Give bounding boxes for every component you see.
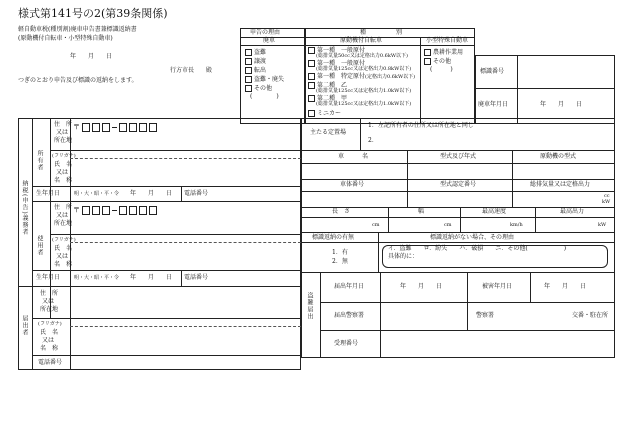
theft-date-value[interactable]: 年 月 日 [400,283,443,290]
max-output-label: 最高出力 [560,208,585,215]
storage-option-2[interactable]: 2． [368,137,378,144]
kmh-unit: km/h [510,222,523,228]
type-moped-item[interactable]: 第一種 一般原付 [308,47,365,54]
reason-item[interactable]: その他 [245,85,272,92]
plate-return-yes[interactable]: 1．有 [332,249,348,256]
checkbox-icon[interactable] [308,95,315,102]
scrap-date-value[interactable]: 年 月 日 [540,101,583,108]
engine-model-label: 原動機の型式 [540,153,577,160]
applicant-name-label: 又は [42,337,55,344]
form-title: 軽自動車税(種別割)廃車申告書兼標識返納書 [18,26,137,33]
checkbox-icon[interactable] [308,110,315,117]
type-title: 種 別 [360,29,403,36]
cm-unit: cm [372,222,380,228]
type-moped-item[interactable]: 第二種 甲 [308,95,347,102]
police-station[interactable]: 警察署 [476,312,495,319]
checkbox-icon[interactable] [308,73,315,80]
owner-birth-label: 生年月日 [36,190,61,197]
postal-mark: 〒 [73,206,80,214]
type-note: (総排気量125cc又は定格出力1.0kW以下) [316,88,412,94]
owner-birth-date[interactable]: 年 月 日 [130,190,173,197]
user-phone-label: 電話番号 [184,274,209,281]
checkbox-icon[interactable] [308,82,315,89]
max-speed-label: 最高速度 [482,208,507,215]
checkbox-icon[interactable] [424,49,431,56]
type-moped-item[interactable]: 第一種 特定原付(定格出力0.6kW以下) [308,73,415,80]
kw-unit: kW [598,222,607,228]
type-moped-item[interactable]: ミニカー [308,110,341,117]
owner-side-label: 所有者 [36,150,43,171]
postal-digit-box[interactable] [119,206,127,215]
owner-address-label: 所在地 [54,137,73,144]
reason-item[interactable]: 転出 [245,67,266,74]
postal-digit-box[interactable] [102,123,110,132]
user-birth-eras[interactable]: 明・大・昭・平・令 [74,275,120,281]
damage-date-label: 被害年月日 [482,283,513,290]
owner-name-label: 名 称 [54,177,73,184]
plate-no-label: 標識番号 [480,68,505,75]
owner-name-label: 又は [56,169,69,176]
submit-date[interactable]: 年 月 日 [70,53,113,60]
plate-return-detail[interactable]: 具体的に： [388,253,419,260]
owner-birth-eras[interactable]: 明・大・昭・平・令 [74,191,120,197]
body-no-label: 車体番号 [340,181,365,188]
user-side-label: 使用者 [36,235,43,256]
checkbox-icon[interactable] [245,58,252,65]
type-small-item[interactable]: その他 [424,58,451,65]
checkbox-icon[interactable] [245,76,252,83]
plate-return-no[interactable]: 2．無 [332,258,348,265]
applicant-phone-label: 電話番号 [38,359,63,366]
plate-box [475,55,615,124]
checkbox-icon[interactable] [245,49,252,56]
storage-option-1[interactable]: 1．左記所有者の住所又は所在地と同じ [368,122,474,129]
owner-phone-label: 電話番号 [184,190,209,197]
postal-digit-box[interactable] [129,206,137,215]
type-small-header: 小型特殊自動車 [426,37,469,44]
applicant-address-label: 住 所 [40,290,59,297]
postal-digit-box[interactable] [139,206,147,215]
checkbox-icon[interactable] [424,58,431,65]
reason-sub: 廃車 [263,37,276,44]
postal-digit-box[interactable] [149,123,157,132]
user-name-label: 又は [56,253,69,260]
plate-return-label: 標識返納の有無 [312,234,355,241]
kw-unit: kW [602,199,611,205]
reason-item[interactable]: 盗難 [245,49,266,56]
form-number: 様式第141号の2(第39条関係) [18,7,168,20]
checkbox-icon[interactable] [245,85,252,92]
plate-return-reason-label: 標識返納がない場合、その理由 [430,234,515,241]
type-note: (総排気量50cc又は定格出力0.6kW以下) [316,53,408,59]
postal-digit-box[interactable] [82,206,90,215]
postal-digit-box[interactable] [102,206,110,215]
length-label: 長 さ [332,208,351,215]
reason-title: 申告の理由 [250,29,281,36]
applicant-address-label: 又は [42,298,55,305]
type-cert-label: 型式認定番号 [440,181,477,188]
type-moped-header: 原動機付自転車 [340,37,383,44]
applicant-name-label: 氏 名 [40,329,59,336]
displacement-label: 総排気量又は定格出力 [530,181,591,188]
police-label: 届出警察署 [334,312,365,319]
user-birth-date[interactable]: 年 月 日 [130,274,173,281]
damage-date-value[interactable]: 年 月 日 [544,283,587,290]
postal-digit-box[interactable] [129,123,137,132]
postal-digit-box[interactable] [82,123,90,132]
owner-address-label: 住 所 [54,121,73,128]
reason-paren: ( ) [250,93,279,100]
postal-digit-box[interactable] [92,123,100,132]
cc-unit: cc [604,193,610,199]
plate-return-reasons[interactable]: イ．盗難 ロ．紛失 ハ．破損 ニ．その他( ) [388,245,567,252]
type-note: (総排気量125cc又は定格出力0.8kW以下) [316,66,412,72]
postal-digit-box[interactable] [119,123,127,132]
user-address-label: 住 所 [54,204,73,211]
owner-address-label: 又は [56,129,69,136]
user-name-label: 氏 名 [54,245,73,252]
owner-furigana-label: (フリガナ) [52,153,76,159]
type-note: (総排気量125cc又は定格出力1.0kW以下) [316,101,412,107]
koban-label: 交番・駐在所 [572,312,609,319]
acceptance-no-label: 受理番号 [334,340,359,347]
vehicle-name-label: 車 名 [338,153,369,160]
user-birth-label: 生年月日 [36,274,61,281]
postal-digit-box[interactable] [149,206,157,215]
scrap-date-label: 廃車年月日 [478,101,509,108]
user-furigana-label: (フリガナ) [52,237,76,243]
type-note: (定格出力0.6kW以下) [365,74,416,80]
owner-name-label: 氏 名 [54,161,73,168]
type-small-item[interactable]: 農耕作業用 [424,49,463,56]
vehicle-model-year-label: 型式及び年式 [440,153,477,160]
storage-label: 主たる定置場 [310,129,347,136]
checkbox-icon[interactable] [245,67,252,74]
postal-digit-box[interactable] [92,206,100,215]
cm-unit: cm [444,222,452,228]
theft-side-label: 盗難届出 [306,292,313,320]
user-address-label: 所在地 [54,220,73,227]
type-moped-item[interactable]: 第二種 乙 [308,82,347,89]
applicant-address-label: 所在地 [40,306,59,313]
theft-date-label: 届出年月日 [334,283,365,290]
reason-item[interactable]: 盗難・廃失 [245,76,284,83]
intro-text: つぎのとおり申告及び標識の返納をします。 [18,77,138,84]
taxpayer-side-label: 納税(申告)義務者 [21,180,28,236]
checkbox-icon[interactable] [308,60,315,67]
reason-item[interactable]: 譲渡 [245,58,266,65]
addressee: 行方市長 殿 [170,67,213,74]
type-small-paren: ( ) [430,66,453,73]
applicant-name-label: 名 称 [40,345,59,352]
form-subtitle: (原動機付自転車・小型特殊自動車) [18,35,113,42]
applicant-furigana-label: (フリガナ) [38,321,62,327]
width-label: 幅 [418,208,425,215]
postal-mark: 〒 [73,123,80,131]
postal-digit-box[interactable] [139,123,147,132]
checkbox-icon[interactable] [308,47,315,54]
user-name-label: 名 称 [54,261,73,268]
applicant-side-label: 届出者 [21,315,28,336]
user-address-label: 又は [56,212,69,219]
type-moped-item[interactable]: 第一種 一般原付 [308,60,365,67]
